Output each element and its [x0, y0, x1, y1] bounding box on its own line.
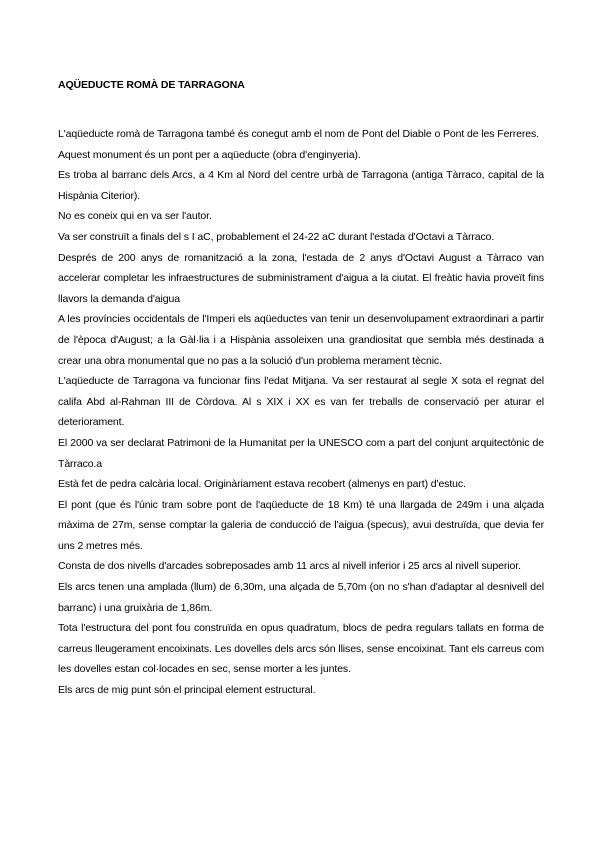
paragraph-material: Està fet de pedra calcària local. Originàriament estava recobert (almenys en part) d'estuc. — [58, 478, 466, 491]
document-title: AQÜEDUCTE ROMÀ DE TARRAGONA — [58, 79, 245, 91]
paragraph-also-known-as: L'aqüeducte romà de Tarragona també és conegut amb el nom de Pont del Diable o Pont de les Ferreres. — [58, 128, 539, 140]
paragraph-dimensions: El pont (que és l'únic tram sobre pont de l'aqüeducte de 18 Km) té una llargada de 249m i una alçada màxima de 27m, sense comptar la galeria de conducció de l'aigua (specus), avui destruïda, que devia fer uns 2 metres més. — [58, 498, 544, 552]
paragraph-unesco: El 2000 va ser declarat Patrimoni de la Humanitat per la UNESCO com a part del conjunt arquitectònic de Tàrraco.a — [58, 436, 544, 470]
paragraph-arch-measurements: Els arcs tenen una amplada (llum) de 6,30m, una alçada de 5,70m (on no s'han d'adaptar al desnivell del barranc) i una gruixària de 1,86m. — [58, 581, 544, 614]
paragraph-romanization: Després de 200 anys de romanització a la zona, l'estada de 2 anys d'Octavi August a Tàrraco van accelerar completar les infraestructures de subministrament d'aigua a la ciutat. El freàtic havia proveït fins llavors la demanda d'aigua — [58, 251, 544, 305]
paragraph-western-provinces: A les províncies occidentals de l'Imperi els aqüeductes van tenir un desenvolupament extraordinari a partir de l'època d'August; a la Gàl·lia i a Hispània assoleixen una grandiositat que sembla més destinada a crear una obra monumental que no pas a la solució d'un problema merament tècnic. — [58, 313, 544, 367]
paragraph-opus-quadratum: Tota l'estructura del pont fou construïda en opus quadratum, blocs de pedra regulars tallats en forma de carreus lleugerament encoixinats. Les dovelles dels arcs són llises, sense encoixinat. Tant els carreus com les dovelles estan col·locades en sec, sense morter a les juntes. — [58, 622, 544, 676]
paragraph-author: No es coneix qui en va ser l'autor. — [58, 210, 212, 223]
paragraph-arcade-levels: Consta de dos nivells d'arcades sobreposades amb 11 arcs al nivell inferior i 25 arcs al nivell superior. — [58, 560, 521, 573]
paragraph-monument-type: Aquest monument és un pont per a aqüeducte (obra d'enginyeria). — [58, 148, 361, 161]
document-page — [58, 78, 544, 701]
paragraph-middle-ages: L'aqüeducte de Tarragona va funcionar fins l'edat Mitjana. Va ser restaurat al segle X sota el regnat del califa Abd al-Rahman III de Còrdova. Al s XIX i XX es van fer treballs de conservació per aturar el deteriorament. — [58, 375, 544, 429]
paragraph-arches-structural: Els arcs de mig punt són el principal element estructural. — [58, 684, 316, 697]
paragraph-location: Es troba al barranc dels Arcs, a 4 Km al Nord del centre urbà de Tarragona (antiga Tàrraco, capital de la Hispània Citerior). — [58, 169, 544, 202]
paragraph-construction-date: Va ser construït a finals del s I aC, probablement el 24-22 aC durant l'estada d'Octavi a Tàrraco. — [58, 230, 495, 243]
